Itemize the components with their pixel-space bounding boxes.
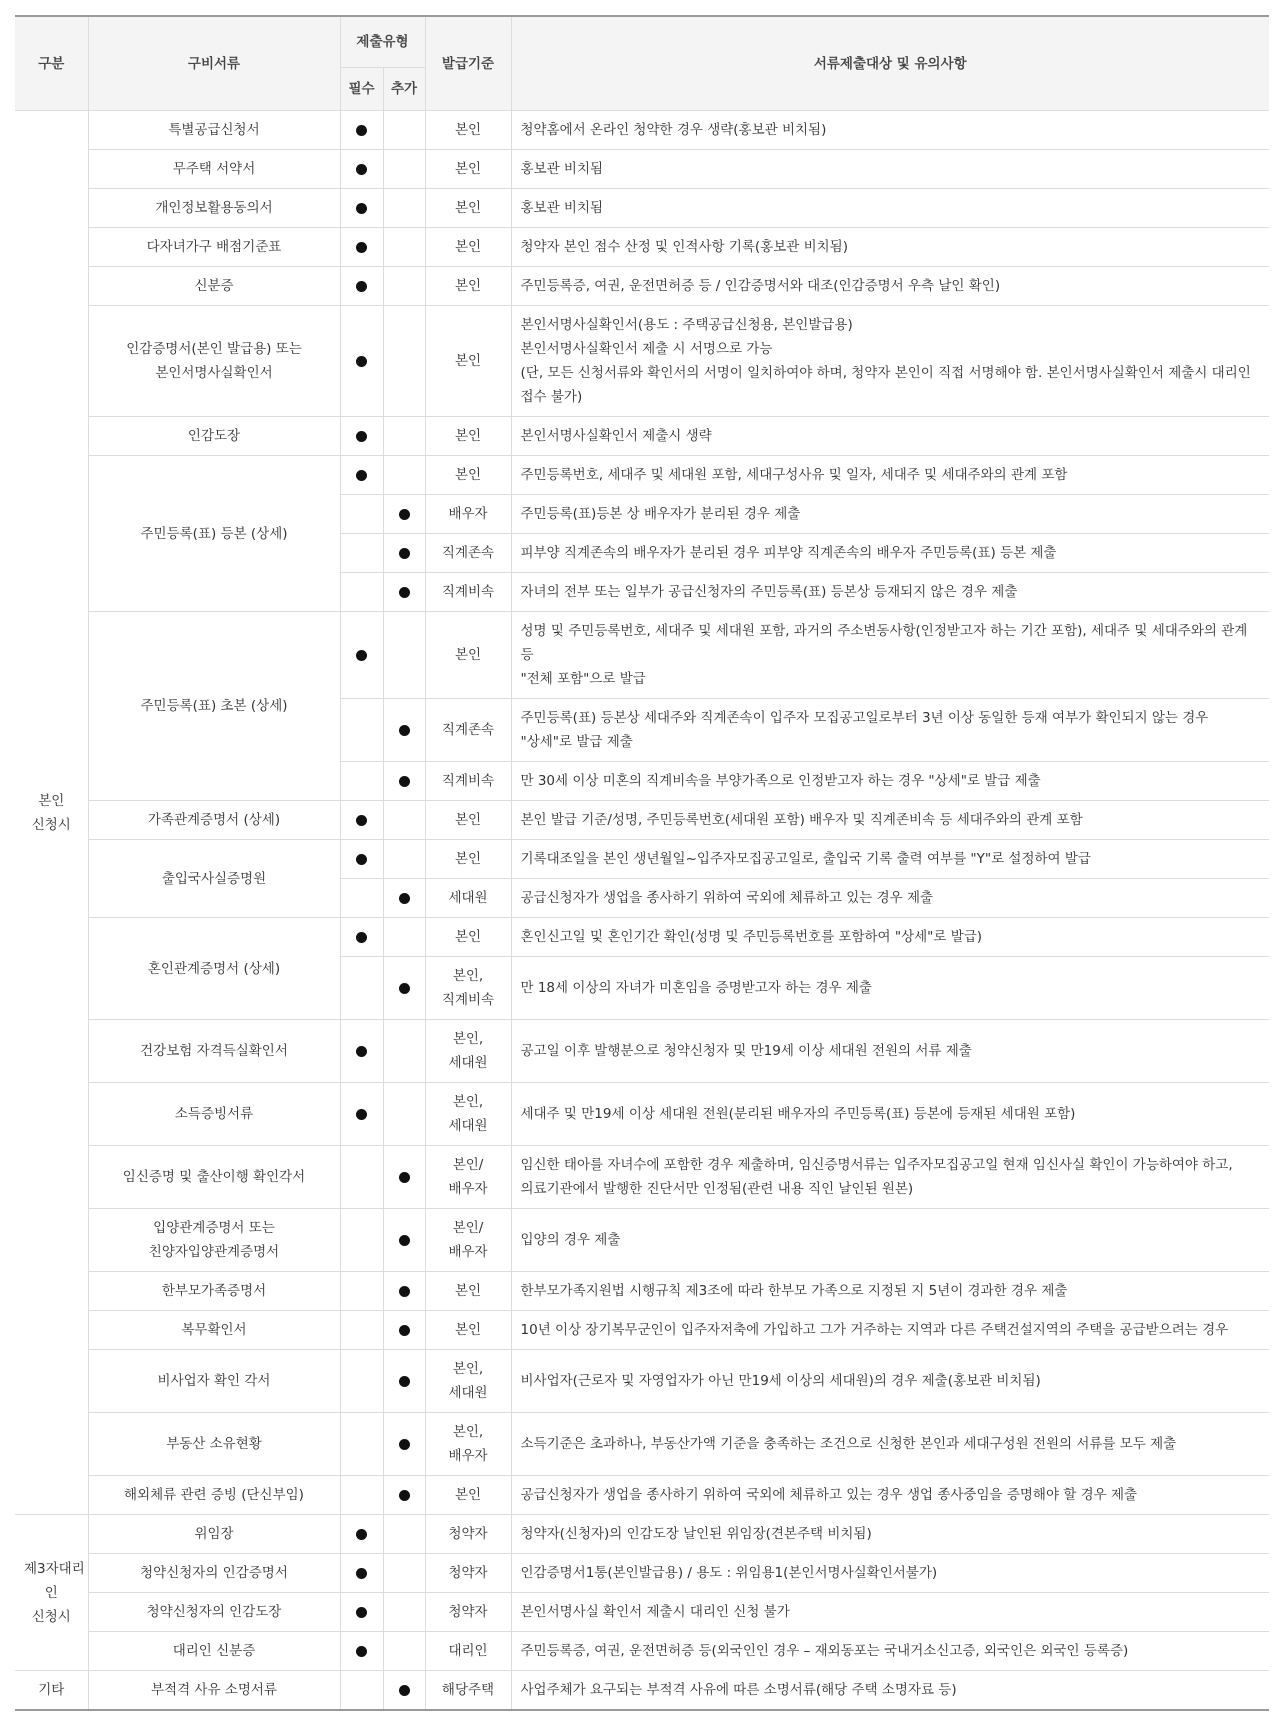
required-cell xyxy=(340,1209,383,1272)
issue-basis: 직계존속 xyxy=(425,534,511,573)
document-name: 비사업자 확인 각서 xyxy=(88,1350,340,1413)
issue-basis: 본인/배우자 xyxy=(425,1209,511,1272)
additional-cell xyxy=(383,918,425,957)
table-row xyxy=(15,612,1269,699)
required-cell xyxy=(340,1020,383,1083)
additional-cell xyxy=(383,1476,425,1515)
required-bullet xyxy=(356,1046,367,1057)
required-bullet xyxy=(356,431,367,442)
issue-basis: 본인 xyxy=(425,918,511,957)
required-cell xyxy=(340,1146,383,1209)
additional-cell xyxy=(383,801,425,840)
issue-basis: 직계비속 xyxy=(425,573,511,612)
group-etc: 기타 xyxy=(15,1671,88,1711)
document-name: 신분증 xyxy=(88,267,340,306)
additional-cell xyxy=(383,1272,425,1311)
additional-cell xyxy=(383,1146,425,1209)
note-text: 혼인신고일 및 혼인기간 확인(성명 및 주민등록번호를 포함하여 "상세"로 발급) xyxy=(511,918,1269,957)
note-text: 입양의 경우 제출 xyxy=(511,1209,1269,1272)
required-cell xyxy=(340,306,383,417)
issue-basis: 직계비속 xyxy=(425,762,511,801)
header-documents: 구비서류 xyxy=(88,16,340,111)
required-cell xyxy=(340,189,383,228)
table-row xyxy=(15,1311,1269,1350)
required-cell xyxy=(340,1671,383,1711)
required-cell xyxy=(340,762,383,801)
table-row xyxy=(15,1146,1269,1209)
table-row xyxy=(15,1593,1269,1632)
required-cell xyxy=(340,801,383,840)
required-cell xyxy=(340,1413,383,1476)
table-row xyxy=(15,189,1269,228)
note-text: 세대주 및 만19세 이상 세대원 전원(분리된 배우자의 주민등록(표) 등본에 등재된 세대원 포함) xyxy=(511,1083,1269,1146)
issue-basis: 본인 xyxy=(425,456,511,495)
note-text: 공고일 이후 발행분으로 청약신청자 및 만19세 이상 세대원 전원의 서류 제출 xyxy=(511,1020,1269,1083)
document-name: 해외체류 관련 증빙 (단신부임) xyxy=(88,1476,340,1515)
additional-cell xyxy=(383,1413,425,1476)
issue-basis: 본인 xyxy=(425,306,511,417)
document-name: 주민등록(표) 등본 (상세) xyxy=(88,456,340,612)
additional-cell xyxy=(383,150,425,189)
additional-cell xyxy=(383,1554,425,1593)
issue-basis: 본인, 세대원 xyxy=(425,1083,511,1146)
table-row xyxy=(15,1209,1269,1272)
table-row xyxy=(15,1671,1269,1711)
note-text: 임신한 태아를 자녀수에 포함한 경우 제출하며, 임신증명서류는 입주자모집공고일 현재 임신사실 확인이 가능하여야 하고, 의료기관에서 발행한 진단서만 인정됨(관련 내용 직인 날인된 원본) xyxy=(511,1146,1269,1209)
note-text: 만 30세 이상 미혼의 직계비속을 부양가족으로 인정받고자 하는 경우 "상세"로 발급 제출 xyxy=(511,762,1269,801)
additional-cell xyxy=(383,495,425,534)
required-cell xyxy=(340,1272,383,1311)
document-name: 임신증명 및 출산이행 확인각서 xyxy=(88,1146,340,1209)
required-bullet xyxy=(356,650,367,661)
additional-cell xyxy=(383,879,425,918)
additional-cell xyxy=(383,534,425,573)
additional-bullet xyxy=(399,1235,410,1246)
note-text: 청약홈에서 온라인 청약한 경우 생략(홍보관 비치됨) xyxy=(511,111,1269,150)
table-row xyxy=(15,1272,1269,1311)
issue-basis: 본인 xyxy=(425,267,511,306)
additional-bullet xyxy=(399,893,410,904)
note-text: 주민등록증, 여권, 운전면허증 등 / 인감증명서와 대조(인감증명서 우측 날인 확인) xyxy=(511,267,1269,306)
document-name: 청약신청자의 인감도장 xyxy=(88,1593,340,1632)
document-name: 한부모가족증명서 xyxy=(88,1272,340,1311)
additional-bullet xyxy=(399,776,410,787)
additional-cell xyxy=(383,1671,425,1711)
required-cell xyxy=(340,534,383,573)
required-bullet xyxy=(356,1529,367,1540)
additional-cell xyxy=(383,228,425,267)
required-cell xyxy=(340,1515,383,1554)
required-bullet xyxy=(356,470,367,481)
document-name: 인감도장 xyxy=(88,417,340,456)
additional-cell xyxy=(383,1020,425,1083)
header-additional: 추가 xyxy=(383,68,425,111)
note-text: 비사업자(근로자 및 자영업자가 아닌 만19세 이상의 세대원)의 경우 제출(홍보관 비치됨) xyxy=(511,1350,1269,1413)
header-category: 구분 xyxy=(15,16,88,111)
document-name: 대리인 신분증 xyxy=(88,1632,340,1671)
document-name: 인감증명서(본인 발급용) 또는 본인서명사실확인서 xyxy=(88,306,340,417)
required-bullet xyxy=(356,932,367,943)
table-row xyxy=(15,1632,1269,1671)
required-cell xyxy=(340,495,383,534)
note-text: 본인 발급 기준/성명, 주민등록번호(세대원 포함) 배우자 및 직계존비속 등 세대주와의 관계 포함 xyxy=(511,801,1269,840)
note-text: 10년 이상 장기복무군인이 입주자저축에 가입하고 그가 거주하는 지역과 다른 주택건설지역의 주택을 공급받으려는 경우 xyxy=(511,1311,1269,1350)
document-name: 출입국사실증명원 xyxy=(88,840,340,918)
note-text: 피부양 직계존속의 배우자가 분리된 경우 피부양 직계존속의 배우자 주민등록(표) 등본 제출 xyxy=(511,534,1269,573)
required-bullet xyxy=(356,1109,367,1120)
header-notes: 서류제출대상 및 유의사항 xyxy=(511,16,1269,111)
issue-basis: 본인, 배우자 xyxy=(425,1413,511,1476)
note-text: 본인서명사실확인서 제출시 생략 xyxy=(511,417,1269,456)
additional-bullet xyxy=(399,1376,410,1387)
additional-cell xyxy=(383,267,425,306)
additional-bullet xyxy=(399,1172,410,1183)
document-name: 혼인관계증명서 (상세) xyxy=(88,918,340,1020)
issue-basis: 배우자 xyxy=(425,495,511,534)
required-cell xyxy=(340,1311,383,1350)
additional-bullet xyxy=(399,587,410,598)
issue-basis: 해당주택 xyxy=(425,1671,511,1711)
document-name: 특별공급신청서 xyxy=(88,111,340,150)
required-bullet xyxy=(356,1646,367,1657)
additional-bullet xyxy=(399,983,410,994)
additional-cell xyxy=(383,111,425,150)
additional-cell xyxy=(383,957,425,1020)
note-text: 주민등록(표)등본 상 배우자가 분리된 경우 제출 xyxy=(511,495,1269,534)
table-row xyxy=(15,228,1269,267)
required-bullet xyxy=(356,1568,367,1579)
table-row xyxy=(15,150,1269,189)
required-bullet xyxy=(356,854,367,865)
note-text: 만 18세 이상의 자녀가 미혼임을 증명받고자 하는 경우 제출 xyxy=(511,957,1269,1020)
additional-cell xyxy=(383,840,425,879)
document-name: 무주택 서약서 xyxy=(88,150,340,189)
note-text: 사업주체가 요구되는 부적격 사유에 따른 소명서류(해당 주택 소명자료 등) xyxy=(511,1671,1269,1711)
additional-cell xyxy=(383,573,425,612)
additional-cell xyxy=(383,1593,425,1632)
required-cell xyxy=(340,840,383,879)
required-bullet xyxy=(356,815,367,826)
additional-bullet xyxy=(399,548,410,559)
required-cell xyxy=(340,417,383,456)
required-cell xyxy=(340,1632,383,1671)
issue-basis: 본인 xyxy=(425,417,511,456)
additional-bullet xyxy=(399,725,410,736)
required-cell xyxy=(340,957,383,1020)
required-cell xyxy=(340,918,383,957)
required-cell xyxy=(340,1554,383,1593)
additional-bullet xyxy=(399,1685,410,1696)
document-name: 청약신청자의 인감증명서 xyxy=(88,1554,340,1593)
additional-bullet xyxy=(399,1286,410,1297)
header-issue-basis: 발급기준 xyxy=(425,16,511,111)
required-cell xyxy=(340,150,383,189)
table-row xyxy=(15,1413,1269,1476)
document-name: 위임장 xyxy=(88,1515,340,1554)
required-cell xyxy=(340,1593,383,1632)
additional-cell xyxy=(383,612,425,699)
table-row xyxy=(15,1350,1269,1413)
issue-basis: 본인, 세대원 xyxy=(425,1350,511,1413)
note-text: 주민등록번호, 세대주 및 세대원 포함, 세대구성사유 및 일자, 세대주 및 세대주와의 관계 포함 xyxy=(511,456,1269,495)
header-row xyxy=(15,16,1269,68)
note-text: 본인서명사실 확인서 제출시 대리인 신청 불가 xyxy=(511,1593,1269,1632)
issue-basis: 본인 xyxy=(425,150,511,189)
note-text: 주민등록증, 여권, 운전면허증 등(외국인인 경우 – 재외동포는 국내거소신고증, 외국인은 외국인 등록증) xyxy=(511,1632,1269,1671)
required-cell xyxy=(340,111,383,150)
note-text: 공급신청자가 생업을 종사하기 위하여 국외에 체류하고 있는 경우 제출 xyxy=(511,879,1269,918)
document-name: 복무확인서 xyxy=(88,1311,340,1350)
table-row xyxy=(15,417,1269,456)
issue-basis: 본인, 세대원 xyxy=(425,1020,511,1083)
table-row xyxy=(15,1476,1269,1515)
document-name: 부적격 사유 소명서류 xyxy=(88,1671,340,1711)
additional-bullet xyxy=(399,1490,410,1501)
group-self-applicant: 본인 신청시 xyxy=(15,111,88,1515)
additional-cell xyxy=(383,456,425,495)
issue-basis: 세대원 xyxy=(425,879,511,918)
table-row xyxy=(15,1515,1269,1554)
document-name: 가족관계증명서 (상세) xyxy=(88,801,340,840)
table-row xyxy=(15,840,1269,879)
note-text: 청약자 본인 점수 산정 및 인적사항 기록(홍보관 비치됨) xyxy=(511,228,1269,267)
required-bullet xyxy=(356,203,367,214)
issue-basis: 대리인 xyxy=(425,1632,511,1671)
documents-table-container xyxy=(15,15,1269,1711)
note-text: 주민등록(표) 등본상 세대주와 직계존속이 입주자 모집공고일로부터 3년 이상 동일한 등재 여부가 확인되지 않는 경우 "상세"로 발급 제출 xyxy=(511,699,1269,762)
required-bullet xyxy=(356,356,367,367)
issue-basis: 본인 xyxy=(425,1311,511,1350)
document-name: 다자녀가구 배점기준표 xyxy=(88,228,340,267)
additional-cell xyxy=(383,1632,425,1671)
note-text: 청약자(신청자)의 인감도장 날인된 위임장(견본주택 비치됨) xyxy=(511,1515,1269,1554)
additional-cell xyxy=(383,1083,425,1146)
issue-basis: 본인 xyxy=(425,228,511,267)
note-text: 홍보관 비치됨 xyxy=(511,150,1269,189)
note-text: 본인서명사실확인서(용도 : 주택공급신청용, 본인발급용) 본인서명사실확인서 제출 시 서명으로 가능 (단, 모든 신청서류와 확인서의 서명이 일치하여야 하며, 청약자 본인이 직접 서명해야 함. 본인서명사실확인서 제출시 대리인 접수 불가) xyxy=(511,306,1269,417)
table-row xyxy=(15,801,1269,840)
note-text: 한부모가족지원법 시행규칙 제3조에 따라 한부모 가족으로 지정된 지 5년이 경과한 경우 제출 xyxy=(511,1272,1269,1311)
issue-basis: 본인 xyxy=(425,801,511,840)
document-name: 개인정보활용동의서 xyxy=(88,189,340,228)
issue-basis: 본인 xyxy=(425,1272,511,1311)
issue-basis: 본인,직계비속 xyxy=(425,957,511,1020)
required-cell xyxy=(340,612,383,699)
table-row xyxy=(15,918,1269,957)
document-name: 부동산 소유현황 xyxy=(88,1413,340,1476)
additional-cell xyxy=(383,417,425,456)
additional-cell xyxy=(383,1515,425,1554)
issue-basis: 청약자 xyxy=(425,1593,511,1632)
issue-basis: 본인 xyxy=(425,189,511,228)
note-text: 소득기준은 초과하나, 부동산가액 기준을 충족하는 조건으로 신청한 본인과 세대구성원 전원의 서류를 모두 제출 xyxy=(511,1413,1269,1476)
issue-basis: 본인 xyxy=(425,840,511,879)
note-text: 공급신청자가 생업을 종사하기 위하여 국외에 체류하고 있는 경우 생업 종사중임을 증명해야 할 경우 제출 xyxy=(511,1476,1269,1515)
table-row xyxy=(15,1020,1269,1083)
issue-basis: 본인/배우자 xyxy=(425,1146,511,1209)
table-row xyxy=(15,111,1269,150)
table-row xyxy=(15,456,1269,495)
group-proxy-applicant: 제3자대리 인 신청시 xyxy=(15,1515,88,1671)
header-submit-type: 제출유형 xyxy=(340,16,425,68)
required-bullet xyxy=(356,242,367,253)
issue-basis: 직계존속 xyxy=(425,699,511,762)
issue-basis: 본인 xyxy=(425,612,511,699)
table-row xyxy=(15,1083,1269,1146)
required-cell xyxy=(340,456,383,495)
required-cell xyxy=(340,1476,383,1515)
required-cell xyxy=(340,879,383,918)
table-row xyxy=(15,1554,1269,1593)
document-name: 건강보험 자격득실확인서 xyxy=(88,1020,340,1083)
additional-cell xyxy=(383,1209,425,1272)
note-text: 기록대조일을 본인 생년월일~입주자모집공고일로, 출입국 기록 출력 여부를 "Y"로 설정하여 발급 xyxy=(511,840,1269,879)
document-name: 입양관계증명서 또는 친양자입양관계증명서 xyxy=(88,1209,340,1272)
additional-cell xyxy=(383,189,425,228)
required-bullet xyxy=(356,281,367,292)
document-name: 주민등록(표) 초본 (상세) xyxy=(88,612,340,801)
required-cell xyxy=(340,228,383,267)
issue-basis: 청약자 xyxy=(425,1515,511,1554)
additional-bullet xyxy=(399,509,410,520)
note-text: 자녀의 전부 또는 일부가 공급신청자의 주민등록(표) 등본상 등재되지 않은 경우 제출 xyxy=(511,573,1269,612)
required-cell xyxy=(340,1350,383,1413)
additional-bullet xyxy=(399,1325,410,1336)
issue-basis: 본인 xyxy=(425,111,511,150)
issue-basis: 본인 xyxy=(425,1476,511,1515)
table-row xyxy=(15,267,1269,306)
required-cell xyxy=(340,267,383,306)
required-cell xyxy=(340,573,383,612)
additional-cell xyxy=(383,1311,425,1350)
required-cell xyxy=(340,699,383,762)
issue-basis: 청약자 xyxy=(425,1554,511,1593)
required-bullet xyxy=(356,125,367,136)
note-text: 인감증명서1통(본인발급용) / 용도 : 위임용1(본인서명사실확인서불가) xyxy=(511,1554,1269,1593)
note-text: 성명 및 주민등록번호, 세대주 및 세대원 포함, 과거의 주소변동사항(인정받고자 하는 기간 포함), 세대주 및 세대주와의 관계 등 "전체 포함"으로 발급 xyxy=(511,612,1269,699)
required-bullet xyxy=(356,1607,367,1618)
additional-cell xyxy=(383,1350,425,1413)
required-bullet xyxy=(356,164,367,175)
additional-cell xyxy=(383,762,425,801)
header-required: 필수 xyxy=(340,68,383,111)
note-text: 홍보관 비치됨 xyxy=(511,189,1269,228)
required-cell xyxy=(340,1083,383,1146)
table-row xyxy=(15,306,1269,417)
document-name: 소득증빙서류 xyxy=(88,1083,340,1146)
additional-cell xyxy=(383,699,425,762)
additional-bullet xyxy=(399,1439,410,1450)
required-documents-table xyxy=(15,15,1269,1711)
additional-cell xyxy=(383,306,425,417)
